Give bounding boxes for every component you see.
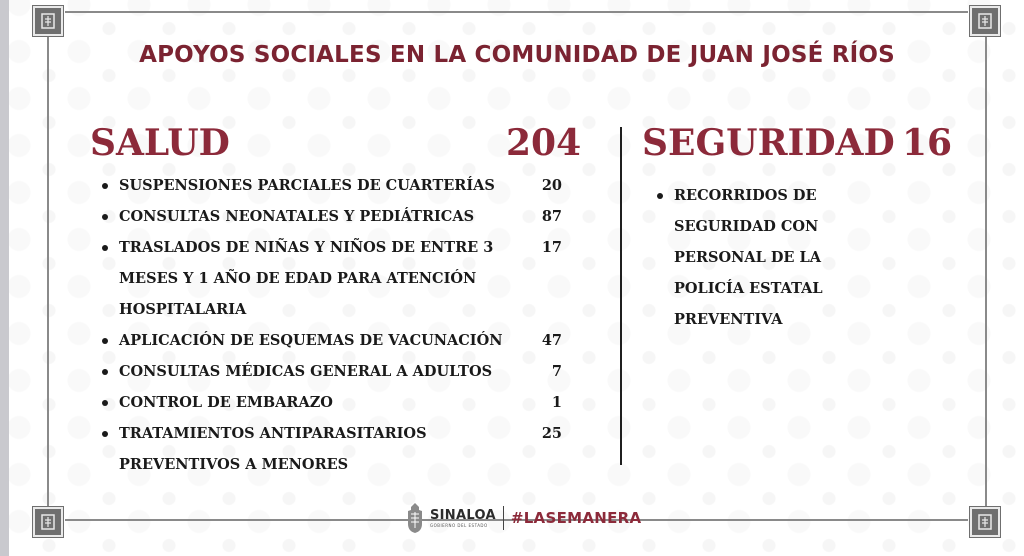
list-item-value: 7 <box>551 363 562 380</box>
hashtag: #LASEMANERA <box>510 509 642 527</box>
frame-right-line <box>985 36 987 510</box>
state-emblem-icon <box>970 507 1000 537</box>
brand-subtitle: GOBIERNO DEL ESTADO <box>430 522 488 528</box>
list-item-text: SUSPENSIONES PARCIALES DE CUARTERÍAS <box>119 177 495 194</box>
seguridad-total: 16 <box>902 122 953 164</box>
list-item-text: CONSULTAS NEONATALES Y PEDIÁTRICAS <box>119 208 475 225</box>
salud-total: 204 <box>506 122 582 164</box>
list-item-value: 17 <box>541 239 562 256</box>
salud-list <box>119 170 562 480</box>
list-item-text: PREVENTIVOS A MENORES <box>119 456 349 473</box>
bullet-icon <box>102 183 108 189</box>
state-emblem-icon <box>33 507 63 537</box>
state-emblem-icon <box>33 6 63 36</box>
list-item-text: SEGURIDAD CON <box>674 218 819 235</box>
list-item-value: 25 <box>541 425 562 442</box>
frame-left-line <box>47 36 49 510</box>
bullet-icon <box>102 431 108 437</box>
list-item-text: TRASLADOS DE NIÑAS Y NIÑOS DE ENTRE 3 <box>119 239 494 256</box>
bullet-icon <box>102 338 108 344</box>
list-item-text: PREVENTIVA <box>674 311 783 328</box>
brand-block <box>430 509 496 528</box>
page-title: APOYOS SOCIALES EN LA COMUNIDAD DE JUAN JOSÉ RÍOS <box>139 42 895 68</box>
list-item-text: HOSPITALARIA <box>119 301 247 318</box>
list-item-value: 1 <box>551 394 562 411</box>
list-item-text: CONTROL DE EMBARAZO <box>119 394 333 411</box>
seguridad-list <box>674 180 874 340</box>
salud-heading: SALUD <box>90 122 230 164</box>
list-item-text: CONSULTAS MÉDICAS GENERAL A ADULTOS <box>119 363 493 380</box>
footer-branding <box>406 498 641 538</box>
bullet-icon <box>102 214 108 220</box>
list-item-value: 47 <box>541 332 562 349</box>
state-seal-icon <box>406 502 424 534</box>
list-item-value: 20 <box>541 177 562 194</box>
list-item-text: POLICÍA ESTATAL <box>674 280 823 297</box>
list-item-text: APLICACIÓN DE ESQUEMAS DE VACUNACIÓN <box>119 332 503 349</box>
list-item-text: TRATAMIENTOS ANTIPARASITARIOS <box>119 425 427 442</box>
bullet-icon <box>102 369 108 375</box>
left-edge <box>0 0 9 556</box>
bullet-icon <box>657 193 663 199</box>
list-item-text: RECORRIDOS DE <box>674 187 817 204</box>
list-item-text: MESES Y 1 AÑO DE EDAD PARA ATENCIÓN <box>119 270 477 287</box>
brand-name: SINALOA <box>430 507 496 523</box>
seguridad-heading: SEGURIDAD <box>642 122 895 164</box>
list-item-value: 87 <box>541 208 562 225</box>
frame-top-line <box>65 11 968 13</box>
column-divider <box>620 127 622 465</box>
slide-background <box>9 0 1024 556</box>
state-emblem-icon <box>970 6 1000 36</box>
bullet-icon <box>102 400 108 406</box>
list-item-text: PERSONAL DE LA <box>674 249 821 266</box>
bullet-icon <box>102 245 108 251</box>
footer-separator <box>503 506 504 530</box>
